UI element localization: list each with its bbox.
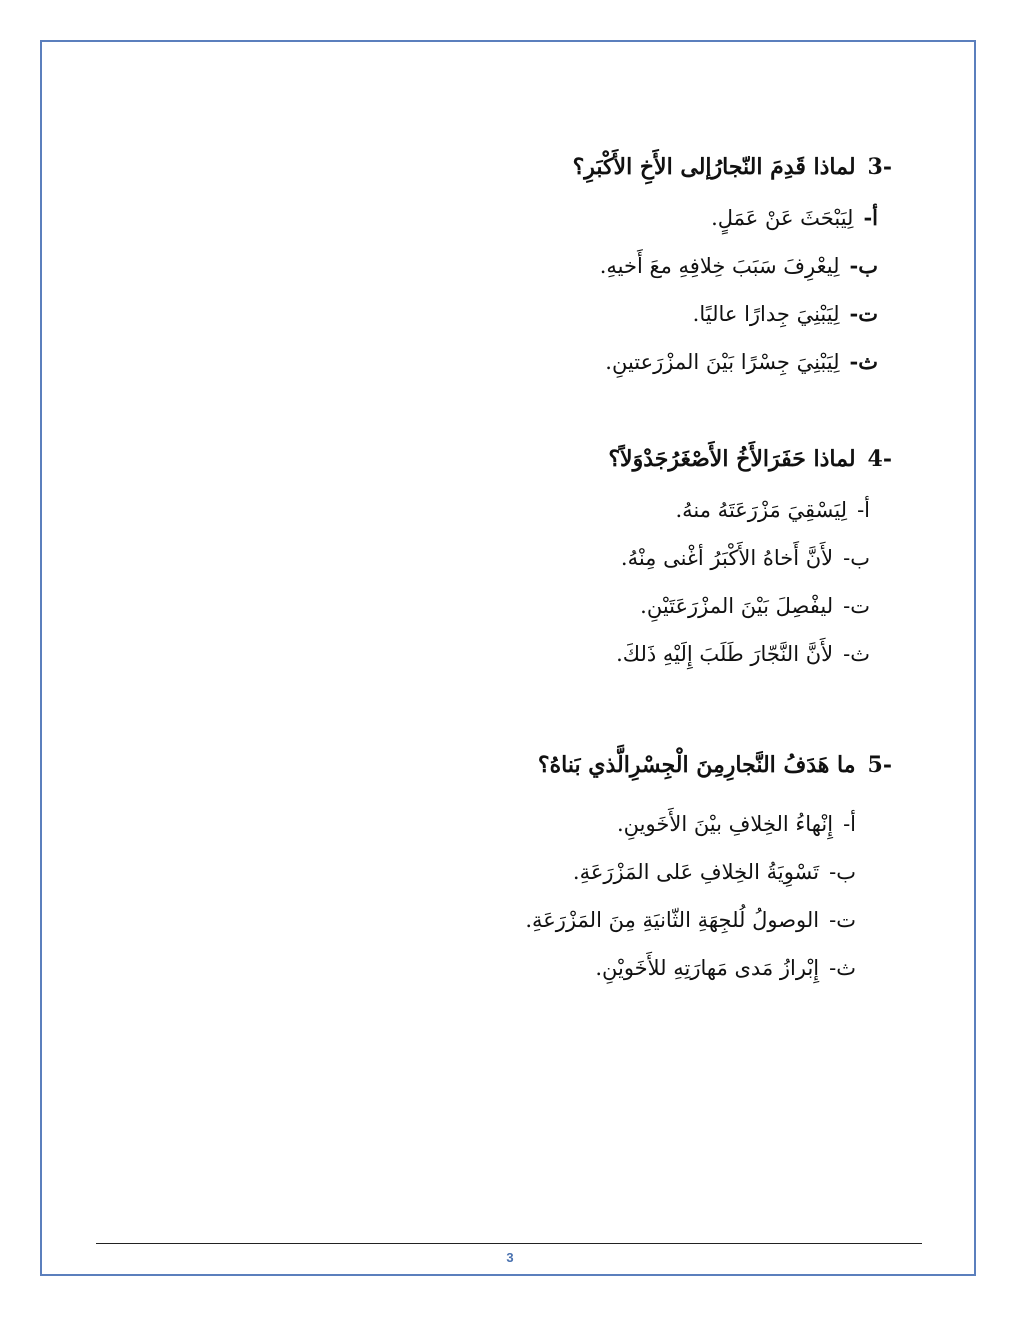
option-letter: ت- (849, 301, 878, 326)
option-th[interactable] (525, 944, 856, 992)
option-text: لأَنَّ أَخاهُ الأَكْبَرُ أغْنى مِنْهُ. (620, 546, 834, 570)
option-letter: ت- (829, 908, 856, 932)
option-letter: ب- (849, 253, 878, 278)
option-t[interactable] (525, 896, 856, 944)
option-text: لِيَسْقِيَ مَزْرَعَتَهُ منهُ. (675, 498, 848, 522)
option-th[interactable] (573, 338, 878, 386)
option-text: إِنْهاءُ الخِلافِ بيْنَ الأَخَوينِ. (617, 812, 834, 836)
option-letter: أ- (843, 812, 856, 836)
option-a[interactable] (573, 194, 878, 242)
page-number: 3 (506, 1250, 514, 1265)
option-letter: ت- (843, 594, 870, 618)
option-letter: أ- (863, 205, 878, 230)
question-text: لماذا حَفَرَالأَخُ الأَصْغَرُجَدْوَلاً؟ (608, 446, 856, 472)
option-letter: أ- (857, 498, 870, 522)
option-text: تَسْوِيَةُ الخِلافِ عَلى المَزْرَعَةِ. (572, 860, 820, 884)
option-letter: ث- (829, 956, 856, 980)
option-text: لِيَبْنِيَ جِسْرًا بَيْنَ المزْرَعتينِ. (605, 350, 840, 374)
question-5 (525, 750, 892, 992)
question-4 (608, 444, 892, 678)
question-text: ما هَدَفُ النَّجارِمِنَ الْجِسْرِالَّذي بَناهُ؟ (537, 752, 856, 778)
options-list (525, 800, 856, 992)
question-text: لماذا قَدِمَ النّجارُإلى الأَخِ الأَكْبَرِ؟ (572, 154, 856, 180)
option-text: لِيَبْنِيَ جِدارًا عاليًا. (692, 302, 840, 326)
option-b[interactable] (608, 534, 870, 582)
option-text: لِيعْرِفَ سَبَبَ خِلافِهِ معَ أَخيهِ. (599, 254, 840, 278)
question-number: -4 (867, 446, 892, 472)
option-text: ليفْصِلَ بَيْنَ المزْرَعَتَيْنِ. (640, 594, 834, 618)
option-th[interactable] (608, 630, 870, 678)
question-title (573, 152, 892, 182)
option-text: إِبْرازُ مَدى مَهارَتِهِ للأَخَويْنِ. (595, 956, 820, 980)
option-a[interactable] (525, 800, 856, 848)
option-letter: ث- (849, 349, 878, 374)
question-number: -5 (867, 752, 892, 778)
option-b[interactable] (573, 242, 878, 290)
footer-divider (96, 1243, 922, 1244)
option-text: لِيَبْحَثَ عَنْ عَمَلٍ. (711, 206, 854, 230)
option-letter: ث- (843, 642, 870, 666)
options-list (608, 486, 870, 678)
option-text: الوصولُ لُلجِهَةِ الثّانيَةِ مِنَ المَزْرَعَةِ. (525, 908, 820, 932)
question-number: -3 (867, 154, 892, 180)
option-letter: ب- (843, 546, 870, 570)
option-a[interactable] (608, 486, 870, 534)
option-t[interactable] (573, 290, 878, 338)
option-b[interactable] (525, 848, 856, 896)
options-list (573, 194, 878, 386)
question-title (525, 750, 892, 780)
option-letter: ب- (829, 860, 856, 884)
option-t[interactable] (608, 582, 870, 630)
option-text: لأَنَّ النَّجّارَ طَلَبَ إِلَيْهِ ذَلكَ. (616, 642, 834, 666)
question-3 (573, 152, 892, 386)
question-title (608, 444, 892, 474)
